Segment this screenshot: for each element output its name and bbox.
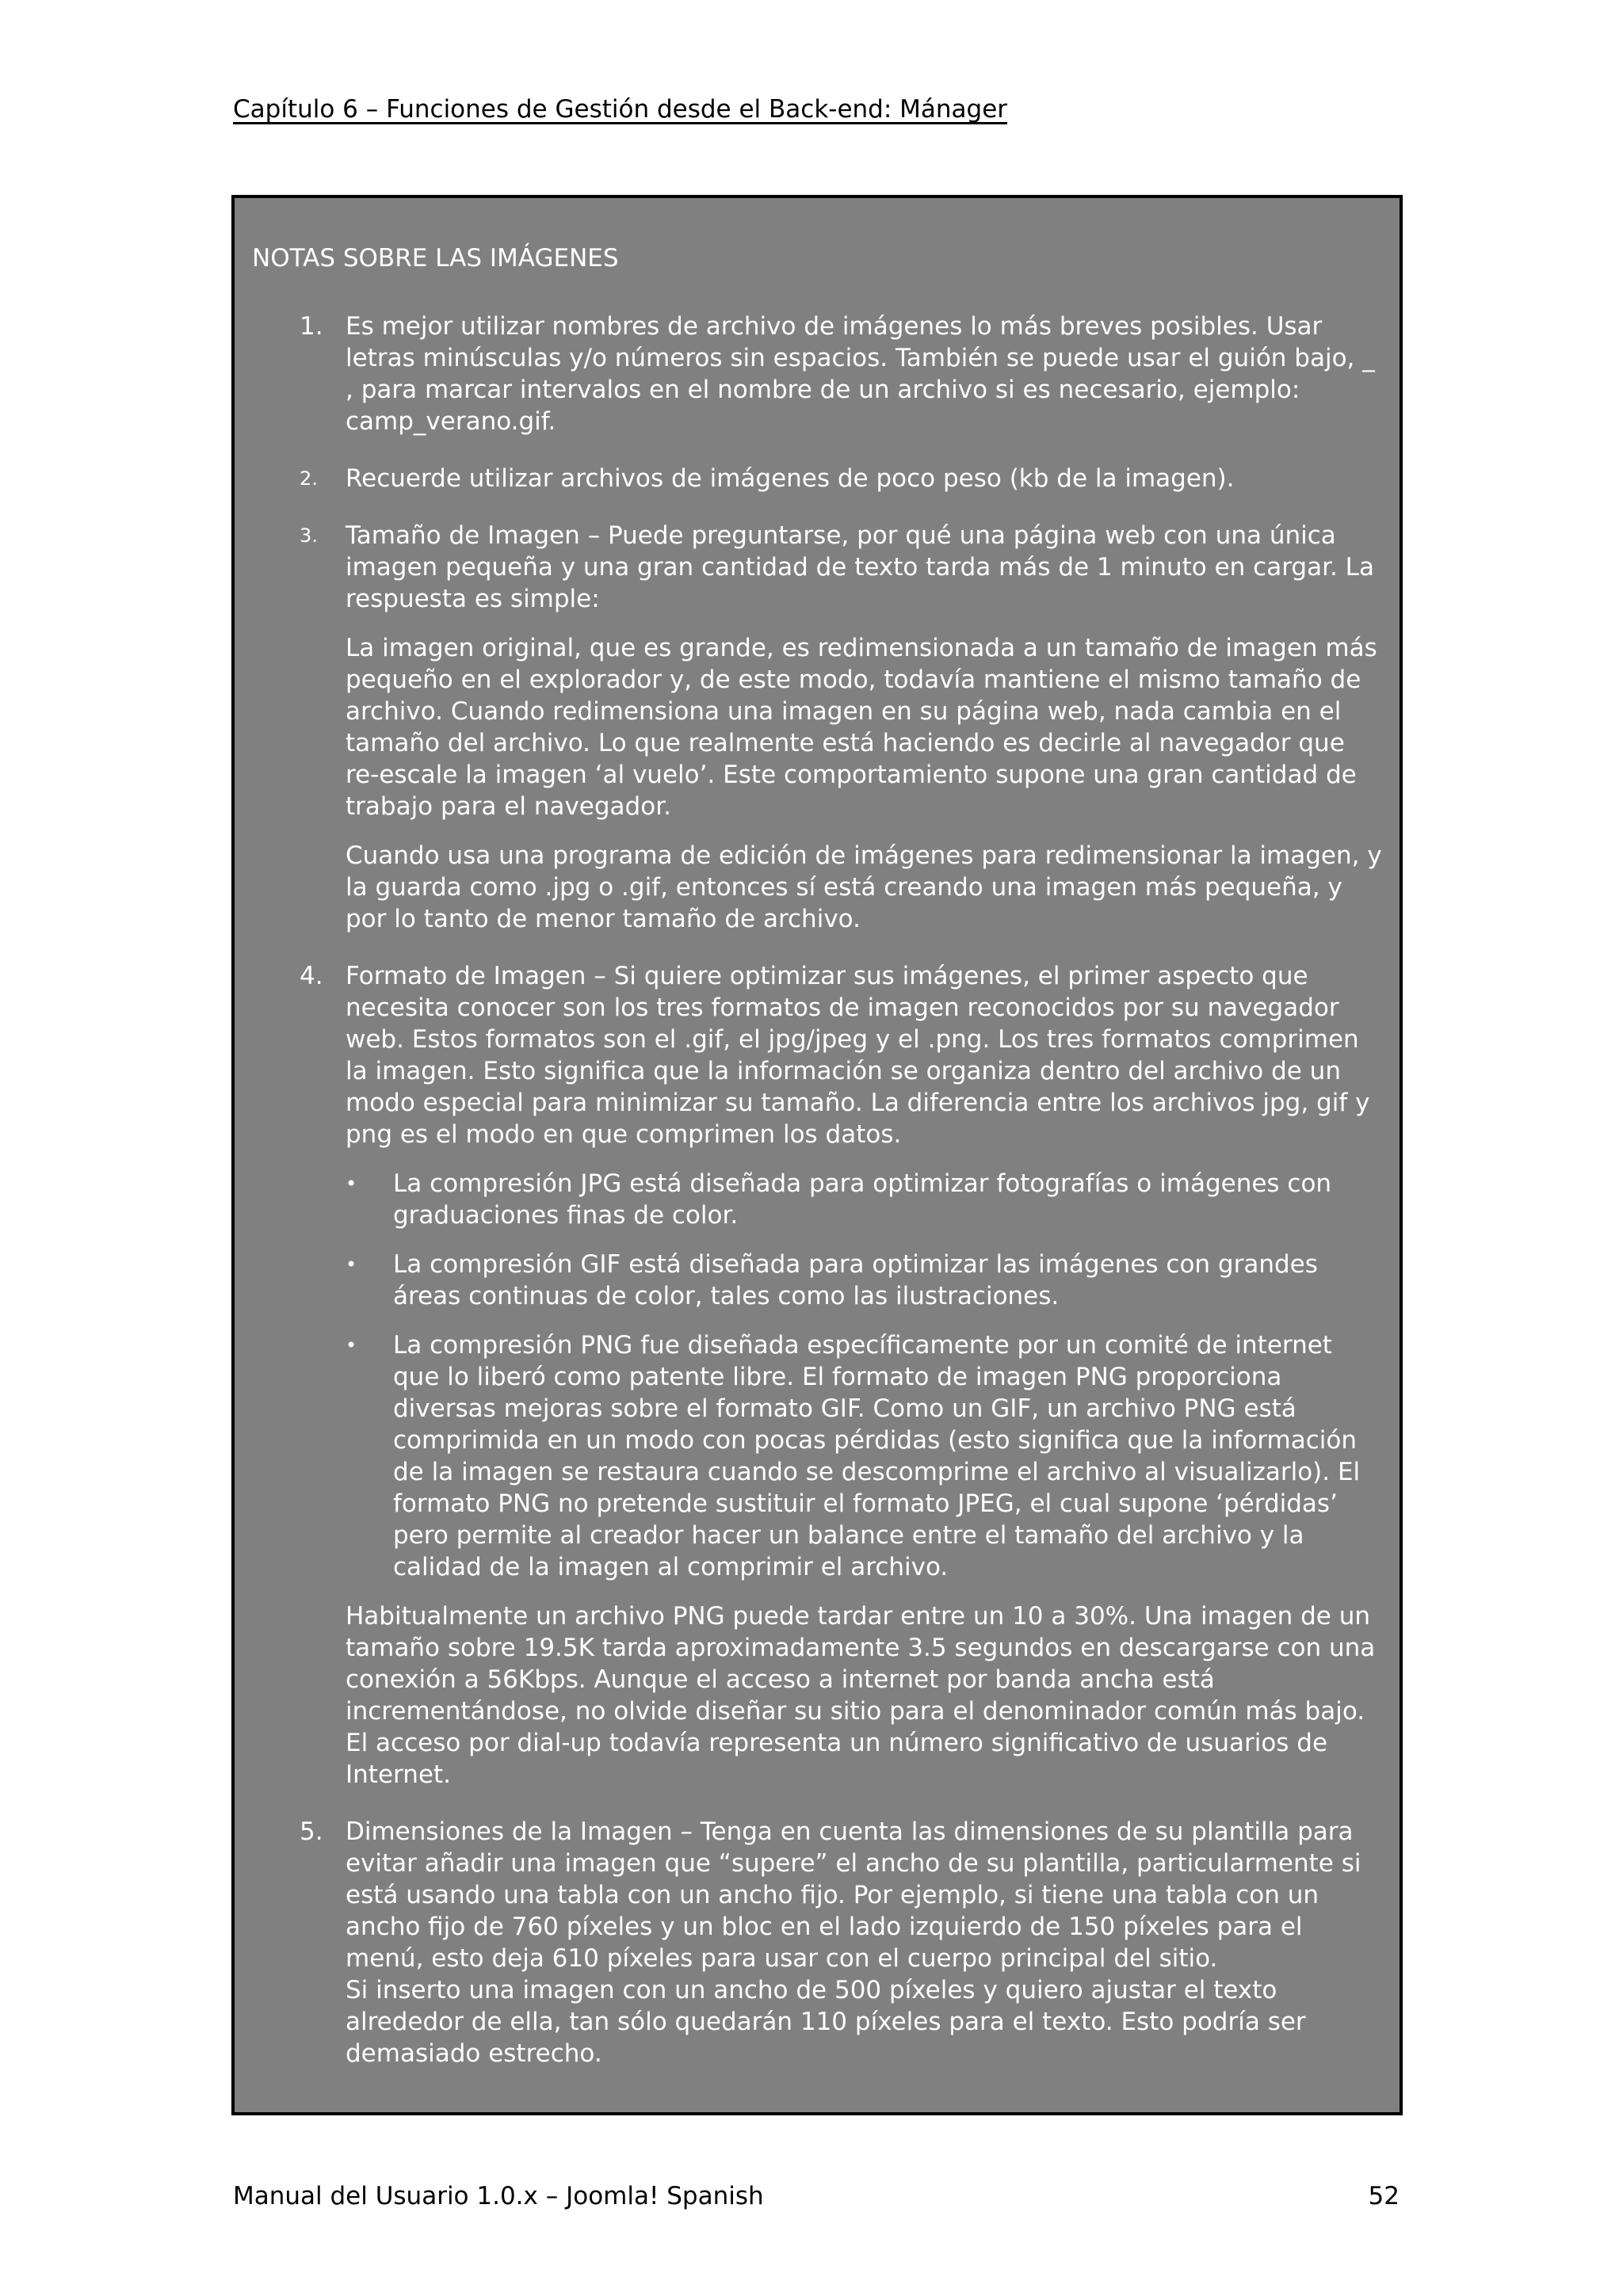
item-paragraph: Dimensiones de la Imagen – Tenga en cuenta las dimensiones de su plantilla para evitar añadir una imagen que “supere” el ancho de su plantilla, particularmente si está usando una tabla con un ancho fijo. Por ejemplo, si tiene una tabla con un ancho fijo de 760 píxeles y un bloc en el lado izquierdo de 150 píxeles para el menú, esto deja 610 píxeles para usar con el cuerpo principal del sitio. — [346, 1817, 1361, 1973]
item-paragraph: La imagen original, que es grande, es redimensionada a un tamaño de imagen más pequeño en el explorador y, de este modo, todavía mantiene el mismo tamaño de archivo. Cuando redimensiona una imagen en su página web, nada cambia en el tamaño del archivo. Lo que realmente está haciendo es decirle al navegador que re-escale la imagen ‘al vuelo’. Este comportamiento supone una gran cantidad de trabajo para el navegador. — [346, 634, 1377, 821]
item-paragraph: Habitualmente un archivo PNG puede tardar entre un 10 a 30%. Una imagen de un tamaño sobre 19.5K tarda aproximadamente 3.5 segundos en descargarse con una conexión a 56Kbps. Aunque el acceso a internet por banda ancha está incrementándose, no olvide diseñar su sitio para el denominador común más bajo. El acceso por dial-up todavía representa un número significativo de usuarios de Internet. — [346, 1602, 1376, 1789]
chapter-header: Capítulo 6 – Funciones de Gestión desde el Back-end: Mánager — [233, 95, 1008, 124]
bullet-item — [346, 1329, 1385, 1583]
item-paragraph: Recuerde utilizar archivos de imágenes de poco peso (kb de la imagen). — [346, 464, 1235, 493]
item-number: 1. — [300, 312, 323, 341]
note-box-title: NOTAS SOBRE LAS IMÁGENES — [252, 244, 619, 273]
format-bullet-list — [346, 1168, 1385, 1583]
item-number: 3. — [300, 524, 318, 547]
item-paragraph: Formato de Imagen – Si quiere optimizar sus imágenes, el primer aspecto que necesita conocer son los tres formatos de imagen reconocidos por su navegador web. Estos formatos son el .gif, el jpg/jpeg y el .png. Los tres formatos comprimen la imagen. Esto significa que la información se organiza dentro del archivo de un modo especial para minimizar su tamaño. La diferencia entre los archivos jpg, gif y png es el modo en que comprimen los datos. — [346, 962, 1370, 1149]
bullet-item — [346, 1168, 1385, 1231]
list-item — [235, 520, 1400, 935]
list-item — [235, 311, 1400, 437]
item-paragraph: Cuando usa una programa de edición de imágenes para redimensionar la imagen, y la guarda como .jpg o .gif, entonces sí está creando una imagen más pequeña, y por lo tanto de menor tamaño de archivo. — [346, 841, 1382, 933]
notes-list — [235, 311, 1400, 2095]
list-item — [235, 960, 1400, 1791]
item-number: 4. — [300, 962, 323, 990]
bullet-dot-icon: • — [346, 1334, 357, 1356]
bullet-text: La compresión GIF está diseñada para optimizar las imágenes con grandes áreas continuas de color, tales como las ilustraciones. — [393, 1250, 1318, 1310]
bullet-dot-icon: • — [346, 1173, 357, 1195]
list-item — [235, 463, 1400, 494]
bullet-dot-icon: • — [346, 1253, 357, 1276]
image-notes-box — [231, 195, 1403, 2115]
item-number: 2. — [300, 467, 318, 490]
bullet-text: La compresión JPG está diseñada para optimizar fotografías o imágenes con graduaciones finas de color. — [393, 1169, 1332, 1230]
list-item — [235, 1816, 1400, 2069]
footer-manual-title: Manual del Usuario 1.0.x – Joomla! Spanish — [233, 2182, 764, 2210]
bullet-item — [346, 1249, 1385, 1312]
item-paragraph: Si inserto una imagen con un ancho de 500 píxeles y quiero ajustar el texto alrededor de ella, tan sólo quedarán 110 píxeles para el texto. Esto podría ser demasiado estrecho. — [346, 1976, 1306, 2068]
page-number: 52 — [1368, 2182, 1400, 2210]
bullet-text: La compresión PNG fue diseñada específicamente por un comité de internet que lo liberó como patente libre. El formato de imagen PNG proporciona diversas mejoras sobre el formato GIF. Como un GIF, un archivo PNG está comprimida en un modo con pocas pérdidas (esto significa que la información de la imagen se restaura cuando se descomprime el archivo al visualizarlo). El formato PNG no pretende sustituir el formato JPEG, el cual supone ‘pérdidas’ pero permite al creador hacer un balance entre el tamaño del archivo y la calidad de la imagen al comprimir el archivo. — [393, 1331, 1361, 1581]
item-paragraph: Tamaño de Imagen – Puede preguntarse, por qué una página web con una única imagen pequeña y una gran cantidad de texto tarda más de 1 minuto en cargar. La respuesta es simple: — [346, 521, 1374, 613]
item-paragraph: Es mejor utilizar nombres de archivo de imágenes lo más breves posibles. Usar letras minúsculas y/o números sin espacios. También se puede usar el guión bajo, _ , para marcar intervalos en el nombre de un archivo si es necesario, ejemplo: camp_verano.gif. — [346, 312, 1375, 436]
item-number: 5. — [300, 1817, 323, 1846]
